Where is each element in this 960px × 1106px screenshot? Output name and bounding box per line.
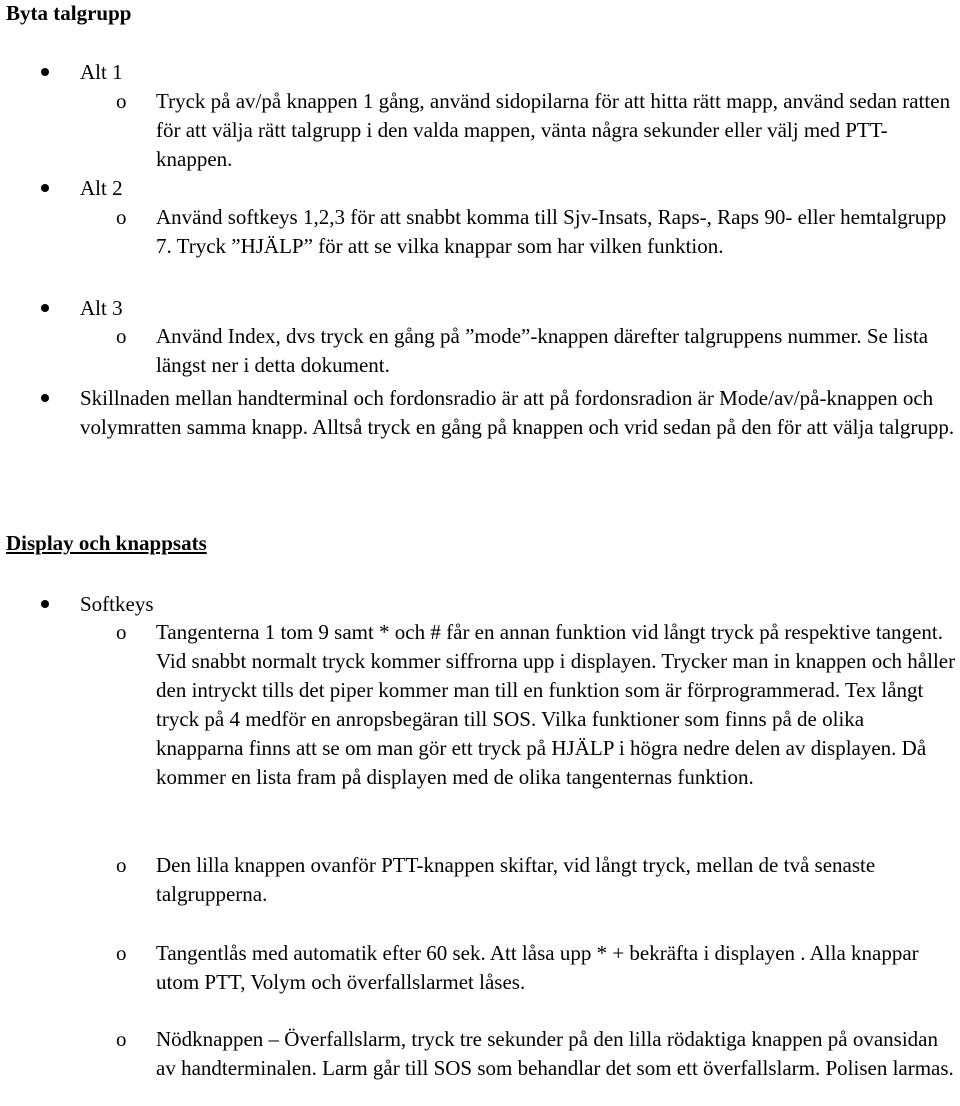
softkeys-item-tangentlas: Tangentlås med automatik efter 60 sek. Att låsa upp * + bekräfta i displayen . Alla knappar utom PTT, Volym och överfallslarmet låses.	[156, 941, 919, 994]
bullet-dot-icon	[41, 304, 49, 312]
list-item-alt1-label: Alt 1	[80, 60, 123, 84]
sub-bullet-icon: o	[116, 1027, 127, 1051]
softkeys-item-nodknappen: Nödknappen – Överfallslarm, tryck tre sekunder på den lilla rödaktiga knappen på ovansidan av handterminalen. Larm går till SOS som behandlar det som ett överfallslarm. Polisen larmas.	[156, 1027, 954, 1080]
section-title-byta-talgrupp: Byta talgrupp	[6, 1, 132, 25]
sub-bullet-icon: o	[116, 324, 127, 348]
bullet-dot-icon	[41, 394, 49, 402]
list-item-softkeys-label: Softkeys	[80, 592, 154, 616]
list-item-skillnaden: Skillnaden mellan handterminal och fordonsradio är att på fordonsradion är Mode/av/på-knappen och volymratten samma knapp. Alltså tryck en gång på knappen och vrid sedan på den för att välja talgrupp.	[80, 386, 955, 439]
sub-bullet-icon: o	[116, 205, 127, 229]
sub-bullet-icon: o	[116, 941, 127, 965]
list-item-alt3-label: Alt 3	[80, 296, 123, 320]
sub-bullet-icon: o	[116, 853, 127, 877]
bullet-dot-icon	[41, 600, 49, 608]
softkeys-item-tangenterna: Tangenterna 1 tom 9 samt * och # får en annan funktion vid långt tryck på respektive tangent. Vid snabbt normalt tryck kommer siffrorna upp i displayen. Trycker man in knappen och håller den intryckt tills det piper kommer man till en funktion som är förprogrammerad. Tex långt tryck på 4 medför en anropsbegäran till SOS. Vilka funktioner som finns på de olika knapparna finns att se om man gör ett tryck på HJÄLP i högra nedre delen av displayen. Då kommer en lista fram på displayen med de olika tangenternas funktion.	[156, 620, 956, 789]
softkeys-item-lilla-knappen: Den lilla knappen ovanför PTT-knappen skiftar, vid långt tryck, mellan de två senaste talgrupperna.	[156, 853, 876, 906]
section-title-display-och-knappsats: Display och knappsats	[6, 531, 207, 555]
sub-bullet-icon: o	[116, 89, 127, 113]
sub-bullet-icon: o	[116, 620, 127, 644]
list-item-alt1-text: Tryck på av/på knappen 1 gång, använd sidopilarna för att hitta rätt mapp, använd sedan ratten för att välja rätt talgrupp i den valda mappen, vänta några sekunder eller välj med PTT-knappen.	[156, 89, 951, 171]
bullet-dot-icon	[41, 68, 49, 76]
bullet-dot-icon	[41, 184, 49, 192]
list-item-alt3-text: Använd Index, dvs tryck en gång på ”mode”-knappen därefter talgruppens nummer. Se lista längst ner i detta dokument.	[156, 324, 929, 377]
list-item-alt2-text: Använd softkeys 1,2,3 för att snabbt komma till Sjv-Insats, Raps-, Raps 90- eller hemtalgrupp 7. Tryck ”HJÄLP” för att se vilka knappar som har vilken funktion.	[156, 205, 947, 258]
list-item-alt2-label: Alt 2	[80, 176, 123, 200]
